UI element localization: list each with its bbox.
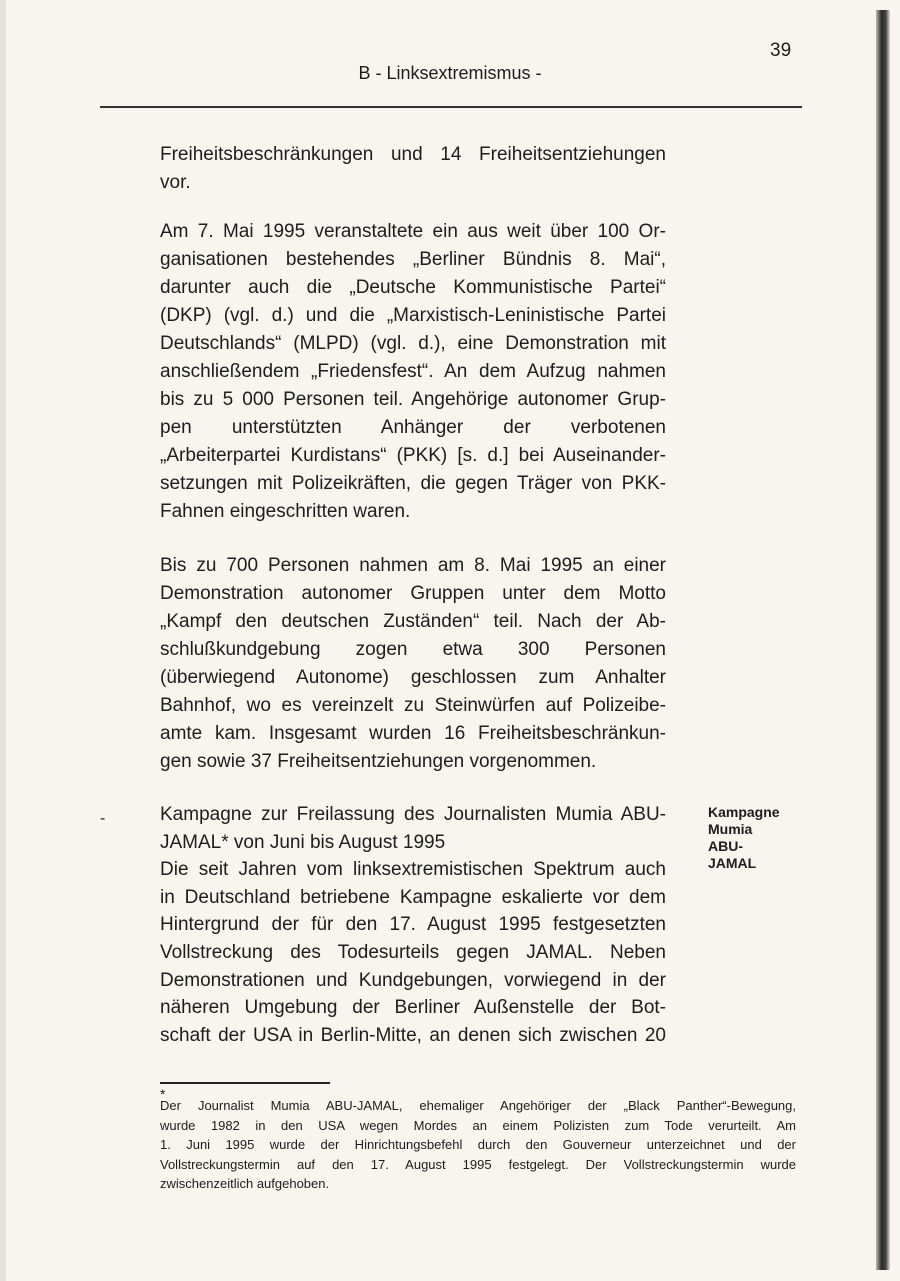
text-line: ganisationen bestehendes „Berliner Bündnis 8. Mai“, <box>160 249 666 270</box>
footnote <box>160 1096 796 1194</box>
footnote-marker: * <box>160 1086 166 1102</box>
text-line: anschließendem „Friedensfest“. An dem Aufzug nahmen <box>160 361 666 382</box>
text-line: Bis zu 700 Personen nahmen am 8. Mai 1995 an einer <box>160 555 666 576</box>
text-line: Deutschlands“ (MLPD) (vgl. d.), eine Demonstration mit <box>160 333 666 354</box>
text-line: „Arbeiterpartei Kurdistans“ (PKK) [s. d.] bei Auseinander- <box>160 445 666 466</box>
text-line: setzungen mit Polizeikräften, die gegen Träger von PKK- <box>160 473 666 494</box>
text-line: Hintergrund der für den 17. August 1995 festgesetzten <box>160 914 666 936</box>
text-line: wurde 1982 in den USA wegen Mordes an einem Polizisten zum Tode verurteilt. Am <box>160 1117 796 1133</box>
margin-note-line: Mumia <box>708 821 753 837</box>
text-line: schlußkundgebung zogen etwa 300 Personen <box>160 639 666 660</box>
text-line: Vollstreckung des Todesurteils gegen JAMAL. Neben <box>160 941 666 963</box>
text-line: gen sowie 37 Freiheitsentziehungen vorgenommen. <box>160 751 597 772</box>
text-line: Fahnen eingeschritten waren. <box>160 501 411 522</box>
margin-note-line: Kampagne <box>708 804 780 820</box>
text-line: Am 7. Mai 1995 veranstaltete ein aus weit über 100 Or- <box>160 221 666 242</box>
running-title: B - Linksextremismus - <box>358 63 542 83</box>
text-line: JAMAL* von Juni bis August 1995 <box>160 831 446 853</box>
text-line: Die seit Jahren vom linksextremistischen Spektrum auch <box>160 859 666 881</box>
margin-mark: - <box>100 810 106 827</box>
margin-note-line: JAMAL <box>708 855 757 871</box>
paragraph-4 <box>160 801 666 1049</box>
text-line: Der Journalist Mumia ABU-JAMAL, ehemaliger Angehöriger der „Black Panther“-Bewegung, <box>160 1098 796 1113</box>
header-rule <box>100 106 802 108</box>
text-line: amte kam. Insgesamt wurden 16 Freiheitsbeschränkun- <box>160 723 666 744</box>
text-line: pen unterstützten Anhänger der verbotenen <box>160 417 666 438</box>
page-number: 39 <box>770 40 792 61</box>
book-binding-edge <box>876 10 890 1270</box>
text-line: näheren Umgebung der Berliner Außenstelle der Bot- <box>160 997 666 1019</box>
margin-note <box>708 804 780 872</box>
paragraph-3 <box>160 552 666 776</box>
paragraph-2 <box>160 218 666 526</box>
text-line: 1. Juni 1995 wurde der Hinrichtungsbefehl durch den Gouverneur unterzeichnet und der <box>160 1137 796 1152</box>
text-line: Demonstration autonomer Gruppen unter dem Motto <box>160 583 666 604</box>
footnote-rule <box>160 1082 330 1084</box>
text-line: vor. <box>160 172 191 193</box>
text-line: schaft der USA in Berlin-Mitte, an denen sich zwischen 20 <box>160 1024 666 1046</box>
text-line: (überwiegend Autonome) geschlossen zum Anhalter <box>160 667 666 688</box>
text-line: Bahnhof, wo es vereinzelt zu Steinwürfen auf Polizeibe- <box>160 695 666 716</box>
text-line: bis zu 5 000 Personen teil. Angehörige autonomer Grup- <box>160 389 666 410</box>
text-line: darunter auch die „Deutsche Kommunistische Partei“ <box>160 277 666 298</box>
text-line: „Kampf den deutschen Zuständen“ teil. Nach der Ab- <box>160 611 666 632</box>
text-line: Vollstreckungstermin auf den 17. August 1995 festgelegt. Der Vollstreckungstermin wurde <box>160 1156 796 1172</box>
margin-note-line: ABU- <box>708 838 743 854</box>
paragraph-1 <box>160 141 666 197</box>
text-line: Demonstrationen und Kundgebungen, vorwiegend in der <box>160 969 666 991</box>
text-line: in Deutschland betriebene Kampagne eskalierte vor dem <box>160 886 666 908</box>
text-line: Kampagne zur Freilassung des Journalisten Mumia ABU- <box>160 804 666 825</box>
text-line: (DKP) (vgl. d.) und die „Marxistisch-Leninistische Partei <box>160 305 666 326</box>
text-line: zwischenzeitlich aufgehoben. <box>160 1176 330 1191</box>
page-left-edge <box>0 0 6 1281</box>
text-line: Freiheitsbeschränkungen und 14 Freiheitsentziehungen <box>160 144 666 165</box>
